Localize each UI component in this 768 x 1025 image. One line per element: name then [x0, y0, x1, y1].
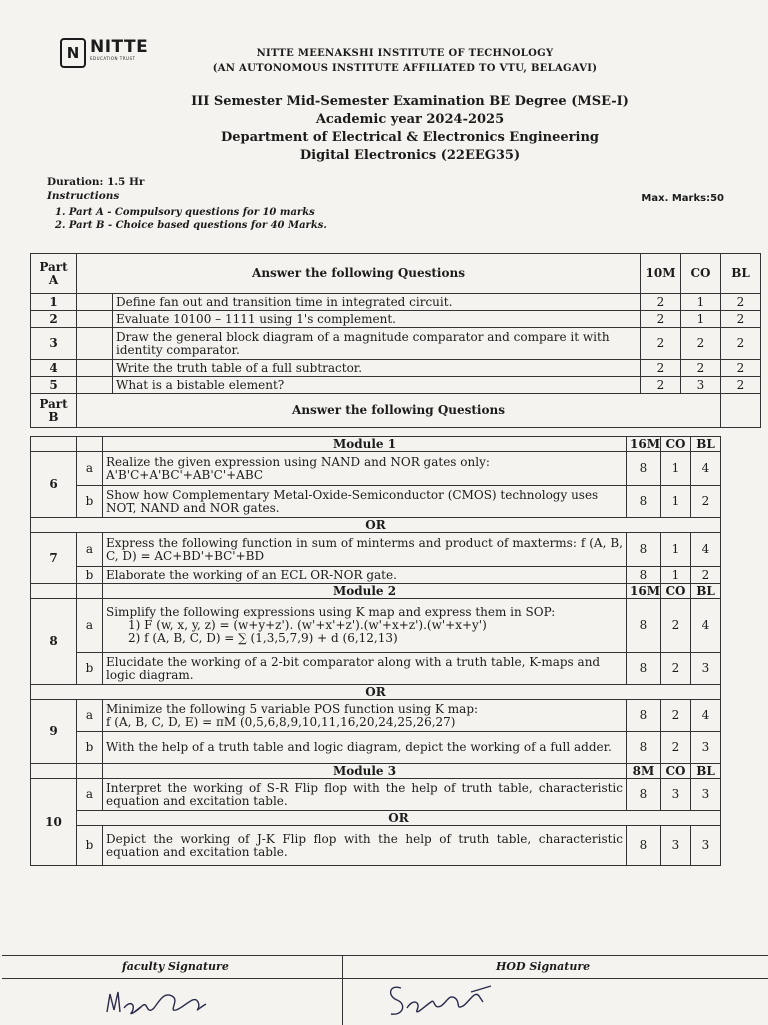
- bl-cell: 2: [721, 377, 761, 394]
- bl-cell: 2: [721, 328, 761, 360]
- sub-question-label: a: [77, 779, 103, 811]
- module-marks-header: 8M: [627, 764, 661, 779]
- question-number: 3: [31, 328, 77, 360]
- question-text: Express the following function in sum of minterms and product of maxterms: f (A, B, C, D) = AC+BD'+BC'+BD: [103, 533, 627, 567]
- question-text: Show how Complementary Metal-Oxide-Semiconductor (CMOS) technology uses NOT, NAND and NOR gates.: [103, 486, 627, 518]
- module-marks-header: 16M: [627, 437, 661, 452]
- sub-question-label: b: [77, 732, 103, 764]
- marks-cell: 8: [627, 826, 661, 866]
- module-bl-header: BL: [691, 764, 721, 779]
- marks-cell: 8: [627, 486, 661, 518]
- part-b-label: Part B: [31, 394, 77, 428]
- marks-cell: 2: [641, 328, 681, 360]
- co-cell: 1: [661, 486, 691, 518]
- question-number: 10: [31, 779, 77, 866]
- module-bl-header: BL: [691, 584, 721, 599]
- co-cell: 1: [661, 567, 691, 584]
- bl-cell: 4: [691, 700, 721, 732]
- sub-question-label: a: [77, 533, 103, 567]
- logo-text: NITTE: [90, 37, 149, 57]
- logo-subtext: EDUCATION TRUST: [90, 56, 136, 61]
- question-number: 8: [31, 599, 77, 685]
- bl-cell: 2: [721, 294, 761, 311]
- sub-question-label: a: [77, 700, 103, 732]
- question-number: 1: [31, 294, 77, 311]
- marks-cell: 8: [627, 452, 661, 486]
- question-expression: 2) f (A, B, C, D) = ∑ (1,3,5,7,9) + d (6,12,13): [128, 631, 398, 645]
- question-expression: 1) F (w, x, y, z) = (w+y+z'). (w'+x'+z').(w'+x+z').(w'+x+y'): [128, 618, 487, 632]
- or-divider: OR: [31, 685, 721, 700]
- module-1-title: Module 1: [103, 437, 627, 452]
- question-text: Realize the given expression using NAND and NOR gates only:: [106, 454, 490, 469]
- question-expression: f (A, B, C, D, E) = πM (0,5,6,8,9,10,11,16,20,24,25,26,27): [106, 714, 456, 729]
- hod-signature-box: [343, 956, 768, 1025]
- question-text: Elaborate the working of an ECL OR-NOR gate.: [103, 567, 627, 584]
- instruction-item: 2. Part B - Choice based questions for 40 Marks.: [55, 220, 327, 231]
- co-cell: 1: [661, 533, 691, 567]
- sub-question-label: b: [77, 567, 103, 584]
- part-a-table: [30, 253, 761, 428]
- marks-cell: 8: [627, 653, 661, 685]
- marks-cell: 8: [627, 700, 661, 732]
- question-text: Minimize the following 5 variable POS function using K map:: [106, 701, 479, 716]
- question-text: Interpret the working of S-R Flip flop with the help of truth table, characteristic equation and excitation table.: [103, 779, 627, 811]
- bl-cell: 3: [691, 732, 721, 764]
- faculty-signature-box: [2, 956, 343, 1025]
- bl-cell: 4: [691, 533, 721, 567]
- max-marks: Max. Marks:50: [641, 193, 724, 204]
- exam-title: III Semester Mid-Semester Examination BE Degree (MSE-I): [191, 94, 629, 109]
- course-name: Digital Electronics (22EEG35): [299, 148, 521, 163]
- institute-name: NITTE MEENAKSHI INSTITUTE OF TECHNOLOGY: [256, 48, 554, 59]
- question-number: 5: [31, 377, 77, 394]
- hod-signature-label: HOD Signature: [496, 960, 591, 973]
- co-cell: 2: [661, 732, 691, 764]
- part-a-heading: Answer the following Questions: [77, 254, 641, 294]
- sub-question-label: b: [77, 653, 103, 685]
- co-cell: 3: [681, 377, 721, 394]
- logo-n-icon: N: [60, 38, 86, 68]
- question-number: 4: [31, 360, 77, 377]
- question-number: 9: [31, 700, 77, 764]
- question-text: Write the truth table of a full subtractor.: [113, 360, 641, 377]
- bl-cell: 4: [691, 452, 721, 486]
- co-cell: 3: [661, 826, 691, 866]
- question-text: Evaluate 10100 – 1111 using 1's complement.: [113, 311, 641, 328]
- bl-cell: 2: [721, 311, 761, 328]
- or-divider: OR: [31, 518, 721, 533]
- col-bl-header: BL: [721, 254, 761, 294]
- col-marks-header: 10M: [641, 254, 681, 294]
- module-co-header: CO: [661, 437, 691, 452]
- module-marks-header: 16M: [627, 584, 661, 599]
- co-cell: 2: [661, 653, 691, 685]
- co-cell: 2: [681, 328, 721, 360]
- academic-year: Academic year 2024-2025: [315, 112, 505, 127]
- faculty-signature-ink: [102, 982, 212, 1022]
- instruction-item: 1. Part A - Compulsory questions for 10 marks: [55, 207, 315, 218]
- instructions-label: Instructions: [47, 190, 120, 202]
- marks-cell: 2: [641, 360, 681, 377]
- question-text: Simplify the following expressions using K map and express them in SOP:: [106, 605, 556, 619]
- bl-cell: 2: [721, 360, 761, 377]
- sub-question-label: a: [77, 599, 103, 653]
- question-text: With the help of a truth table and logic diagram, depict the working of a full adder.: [103, 732, 627, 764]
- bl-cell: 2: [691, 567, 721, 584]
- institute-affiliation: (AN AUTONOMOUS INSTITUTE AFFILIATED TO VTU, BELAGAVI): [212, 63, 598, 74]
- co-cell: 2: [661, 599, 691, 653]
- question-number: 2: [31, 311, 77, 328]
- department: Department of Electrical & Electronics Engineering: [220, 130, 600, 145]
- nitte-logo: [60, 38, 148, 68]
- sub-question-label: a: [77, 452, 103, 486]
- co-cell: 1: [661, 452, 691, 486]
- faculty-signature-label: faculty Signature: [122, 960, 229, 973]
- bl-cell: 4: [691, 599, 721, 653]
- part-a-label: Part A: [31, 254, 77, 294]
- marks-cell: 8: [627, 533, 661, 567]
- co-cell: 1: [681, 294, 721, 311]
- col-co-header: CO: [681, 254, 721, 294]
- module-2-title: Module 2: [103, 584, 627, 599]
- sub-question-label: b: [77, 826, 103, 866]
- module-co-header: CO: [661, 584, 691, 599]
- or-divider: OR: [77, 811, 721, 826]
- bl-cell: 2: [691, 486, 721, 518]
- marks-cell: 2: [641, 311, 681, 328]
- co-cell: 1: [681, 311, 721, 328]
- question-text: Define fan out and transition time in integrated circuit.: [113, 294, 641, 311]
- question-expression: A'B'C+A'BC'+AB'C'+ABC: [106, 467, 264, 482]
- marks-cell: 2: [641, 377, 681, 394]
- module-bl-header: BL: [691, 437, 721, 452]
- module-3-title: Module 3: [103, 764, 627, 779]
- bl-cell: 3: [691, 826, 721, 866]
- question-number: 6: [31, 452, 77, 518]
- co-cell: 2: [681, 360, 721, 377]
- marks-cell: 2: [641, 294, 681, 311]
- question-text: Draw the general block diagram of a magnitude comparator and compare it with identity comparator.: [113, 328, 641, 360]
- bl-cell: 3: [691, 653, 721, 685]
- question-number: 7: [31, 533, 77, 584]
- sub-question-label: b: [77, 486, 103, 518]
- marks-cell: 8: [627, 567, 661, 584]
- hod-signature-ink: [383, 980, 503, 1024]
- question-text: Depict the working of J-K Flip flop with the help of truth table, characteristic equation and excitation table.: [103, 826, 627, 866]
- co-cell: 2: [661, 700, 691, 732]
- marks-cell: 8: [627, 599, 661, 653]
- question-text: Elucidate the working of a 2-bit comparator along with a truth table, K-maps and logic diagram.: [103, 653, 627, 685]
- divider: [343, 978, 768, 979]
- divider: [2, 978, 342, 979]
- question-text: What is a bistable element?: [113, 377, 641, 394]
- module-co-header: CO: [661, 764, 691, 779]
- part-b-heading: Answer the following Questions: [77, 394, 721, 428]
- duration: Duration: 1.5 Hr: [47, 176, 145, 188]
- marks-cell: 8: [627, 732, 661, 764]
- signature-block: [2, 955, 768, 1025]
- part-b-table: [30, 436, 721, 866]
- bl-cell: 3: [691, 779, 721, 811]
- co-cell: 3: [661, 779, 691, 811]
- marks-cell: 8: [627, 779, 661, 811]
